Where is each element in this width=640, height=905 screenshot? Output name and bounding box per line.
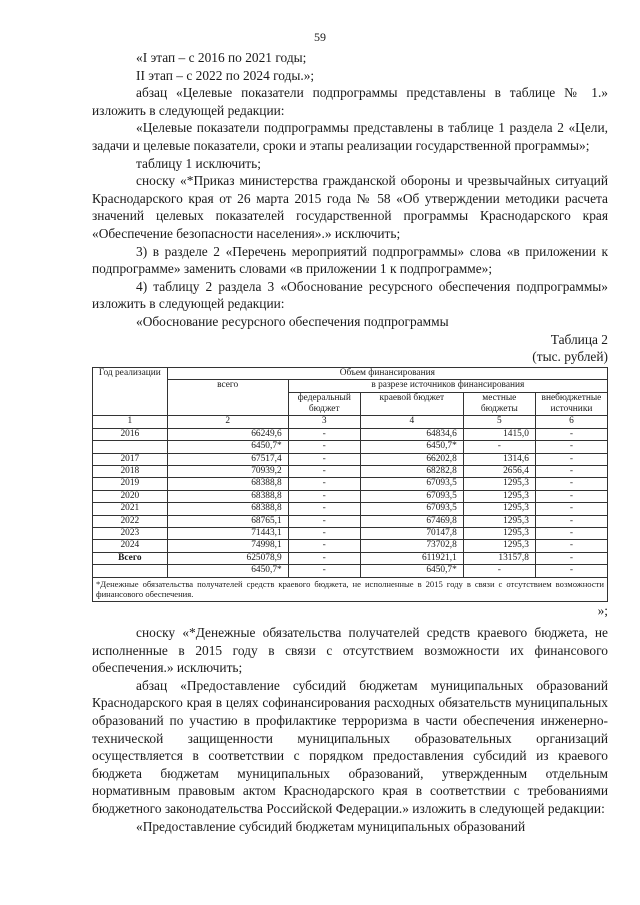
- cell-regional: 64834,6: [360, 428, 463, 440]
- cell-federal: -: [288, 552, 360, 564]
- cell-local: 1295,3: [463, 540, 535, 552]
- cell-regional: 6450,7*: [360, 565, 463, 577]
- cell-extra: -: [535, 453, 607, 465]
- cell-total: 68388,8: [167, 490, 288, 502]
- table-row: [93, 441, 608, 453]
- cell-federal: -: [288, 490, 360, 502]
- table-footnote: *Денежные обязательства получателей средств краевого бюджета, не исполненные в 2015 году в связи с отсутствием возможности финансового обеспечения.: [93, 577, 608, 602]
- cell-total: 68388,8: [167, 478, 288, 490]
- column-index: 1: [93, 416, 168, 428]
- cell-local: -: [463, 441, 535, 453]
- cell-regional: 66202,8: [360, 453, 463, 465]
- cell-year: 2024: [93, 540, 168, 552]
- cell-total: 68388,8: [167, 503, 288, 515]
- cell-regional: 6450,7*: [360, 441, 463, 453]
- cell-year: 2023: [93, 527, 168, 539]
- table-unit: (тыс. рублей): [532, 349, 608, 365]
- cell-local: 1295,3: [463, 527, 535, 539]
- cell-year: 2018: [93, 465, 168, 477]
- cell-federal: -: [288, 527, 360, 539]
- cell-regional: 70147,8: [360, 527, 463, 539]
- paragraph: «I этап – с 2016 по 2021 годы;: [136, 50, 307, 65]
- table-row: [93, 453, 608, 465]
- page-number: 59: [314, 30, 326, 44]
- header-federal: федеральный бюджет: [288, 392, 360, 416]
- table-row: [93, 552, 608, 564]
- table-row: [93, 478, 608, 490]
- cell-federal: -: [288, 441, 360, 453]
- table-row: [93, 503, 608, 515]
- cell-extra: -: [535, 565, 607, 577]
- cell-year: 2022: [93, 515, 168, 527]
- paragraph: абзац «Целевые показатели подпрограммы представлены в таблице № 1.» изложить в следующей редакции:: [92, 85, 608, 118]
- cell-regional: 67093,5: [360, 503, 463, 515]
- table-header-row: [93, 380, 608, 392]
- cell-local: 2656,4: [463, 465, 535, 477]
- paragraph: сноску «*Денежные обязательства получателей средств краевого бюджета, не исполненные в 2015 году в связи с отсутствием возможности их финансового обеспечения.» исключить;: [92, 625, 608, 676]
- table-header-row: [93, 367, 608, 379]
- cell-total: 70939,2: [167, 465, 288, 477]
- cell-federal: -: [288, 428, 360, 440]
- table-row: [93, 465, 608, 477]
- paragraph: таблицу 1 исключить;: [136, 155, 261, 171]
- cell-regional: 67469,8: [360, 515, 463, 527]
- header-year: Год реализации: [93, 367, 168, 416]
- cell-extra: -: [535, 428, 607, 440]
- cell-federal: -: [288, 503, 360, 515]
- cell-year: Всего: [93, 552, 168, 564]
- paragraphs-top: [92, 49, 608, 331]
- column-index: 6: [535, 416, 607, 428]
- cell-extra: -: [535, 441, 607, 453]
- cell-regional: 67093,5: [360, 478, 463, 490]
- cell-total: 66249,6: [167, 428, 288, 440]
- cell-local: 1295,3: [463, 515, 535, 527]
- paragraph: сноску «*Приказ министерства гражданской обороны и чрезвычайных ситуаций Краснодарского края от 26 марта 2015 года № 58 «Об утверждении методики расчета значений целевых показателей государственной программы Краснодарского края «Обеспечение безопасности населения».» исключить;: [92, 173, 608, 241]
- cell-federal: -: [288, 515, 360, 527]
- header-extra: внебюджетные источники: [535, 392, 607, 416]
- cell-regional: 68282,8: [360, 465, 463, 477]
- financing-table: [92, 367, 608, 603]
- table-footnote-row: [93, 577, 608, 602]
- cell-extra: -: [535, 465, 607, 477]
- header-by-sources: в разрезе источников финансирования: [288, 380, 607, 392]
- cell-total: 67517,4: [167, 453, 288, 465]
- cell-year: [93, 441, 168, 453]
- paragraph: абзац «Предоставление субсидий бюджетам муниципальных образований Краснодарского края в целях софинансирования расходных обязательств муниципальных образований по участию в профилактике терроризма в части обеспечения инженерно-технической защищенности муниципальных образовательных организаций осуществляется в соответствии с порядком предоставления субсидий из краевого бюджета бюджетам муниципальных образований, утвержденным отдельным нормативным правовым актом Краснодарского края в соответствии с требованиями бюджетного законодательства Российской Федерации.» изложить в следующей редакции:: [92, 677, 608, 816]
- cell-extra: -: [535, 503, 607, 515]
- paragraph: «Целевые показатели подпрограммы представлены в таблице 1 раздела 2 «Цели, задачи и целевые показатели, сроки и этапы реализации государственной программы»;: [92, 120, 608, 153]
- column-index: 5: [463, 416, 535, 428]
- cell-local: 1415,0: [463, 428, 535, 440]
- table-row: [93, 540, 608, 552]
- cell-federal: -: [288, 465, 360, 477]
- cell-regional: 73702,8: [360, 540, 463, 552]
- cell-local: 1295,3: [463, 490, 535, 502]
- document-body: [92, 49, 608, 835]
- paragraphs-bottom: [92, 624, 608, 835]
- cell-regional: 67093,5: [360, 490, 463, 502]
- table-index-row: [93, 416, 608, 428]
- cell-federal: -: [288, 565, 360, 577]
- paragraph: 3) в разделе 2 «Перечень мероприятий подпрограммы» слова «в приложении к подпрограмме» заменить словами «в приложении 1 к подпрограмме»;: [92, 243, 608, 277]
- cell-extra: -: [535, 527, 607, 539]
- paragraph: 4) таблицу 2 раздела 3 «Обоснование ресурсного обеспечения подпрограммы» изложить в следующей редакции:: [92, 278, 608, 312]
- cell-federal: -: [288, 453, 360, 465]
- cell-year: 2017: [93, 453, 168, 465]
- paragraph: II этап – с 2022 по 2024 годы.»;: [136, 67, 315, 83]
- cell-local: 13157,8: [463, 552, 535, 564]
- cell-regional: 611921,1: [360, 552, 463, 564]
- header-financing: Объем финансирования: [167, 367, 607, 379]
- column-index: 2: [167, 416, 288, 428]
- cell-local: 1314,6: [463, 453, 535, 465]
- table-row: [93, 515, 608, 527]
- cell-year: 2016: [93, 428, 168, 440]
- header-local: местные бюджеты: [463, 392, 535, 416]
- cell-year: [93, 565, 168, 577]
- cell-total: 68765,1: [167, 515, 288, 527]
- cell-total: 6450,7*: [167, 441, 288, 453]
- cell-extra: -: [535, 490, 607, 502]
- header-regional: краевой бюджет: [360, 392, 463, 416]
- cell-extra: -: [535, 515, 607, 527]
- paragraph: «Обоснование ресурсного обеспечения подпрограммы: [136, 313, 449, 329]
- table-row: [93, 565, 608, 577]
- table-caption: Таблица 2: [550, 331, 608, 347]
- table-row: [93, 428, 608, 440]
- cell-extra: -: [535, 540, 607, 552]
- table-row: [93, 490, 608, 502]
- cell-total: 71443,1: [167, 527, 288, 539]
- cell-local: -: [463, 565, 535, 577]
- column-index: 4: [360, 416, 463, 428]
- column-index: 3: [288, 416, 360, 428]
- cell-local: 1295,3: [463, 478, 535, 490]
- cell-local: 1295,3: [463, 503, 535, 515]
- cell-extra: -: [535, 478, 607, 490]
- closing-quote: »;: [597, 603, 608, 619]
- cell-year: 2021: [93, 503, 168, 515]
- table-row: [93, 527, 608, 539]
- paragraph: «Предоставление субсидий бюджетам муниципальных образований: [136, 818, 526, 834]
- cell-year: 2020: [93, 490, 168, 502]
- cell-total: 6450,7*: [167, 565, 288, 577]
- cell-federal: -: [288, 540, 360, 552]
- cell-total: 74998,1: [167, 540, 288, 552]
- cell-year: 2019: [93, 478, 168, 490]
- cell-federal: -: [288, 478, 360, 490]
- header-total: всего: [167, 380, 288, 416]
- cell-total: 625078,9: [167, 552, 288, 564]
- cell-extra: -: [535, 552, 607, 564]
